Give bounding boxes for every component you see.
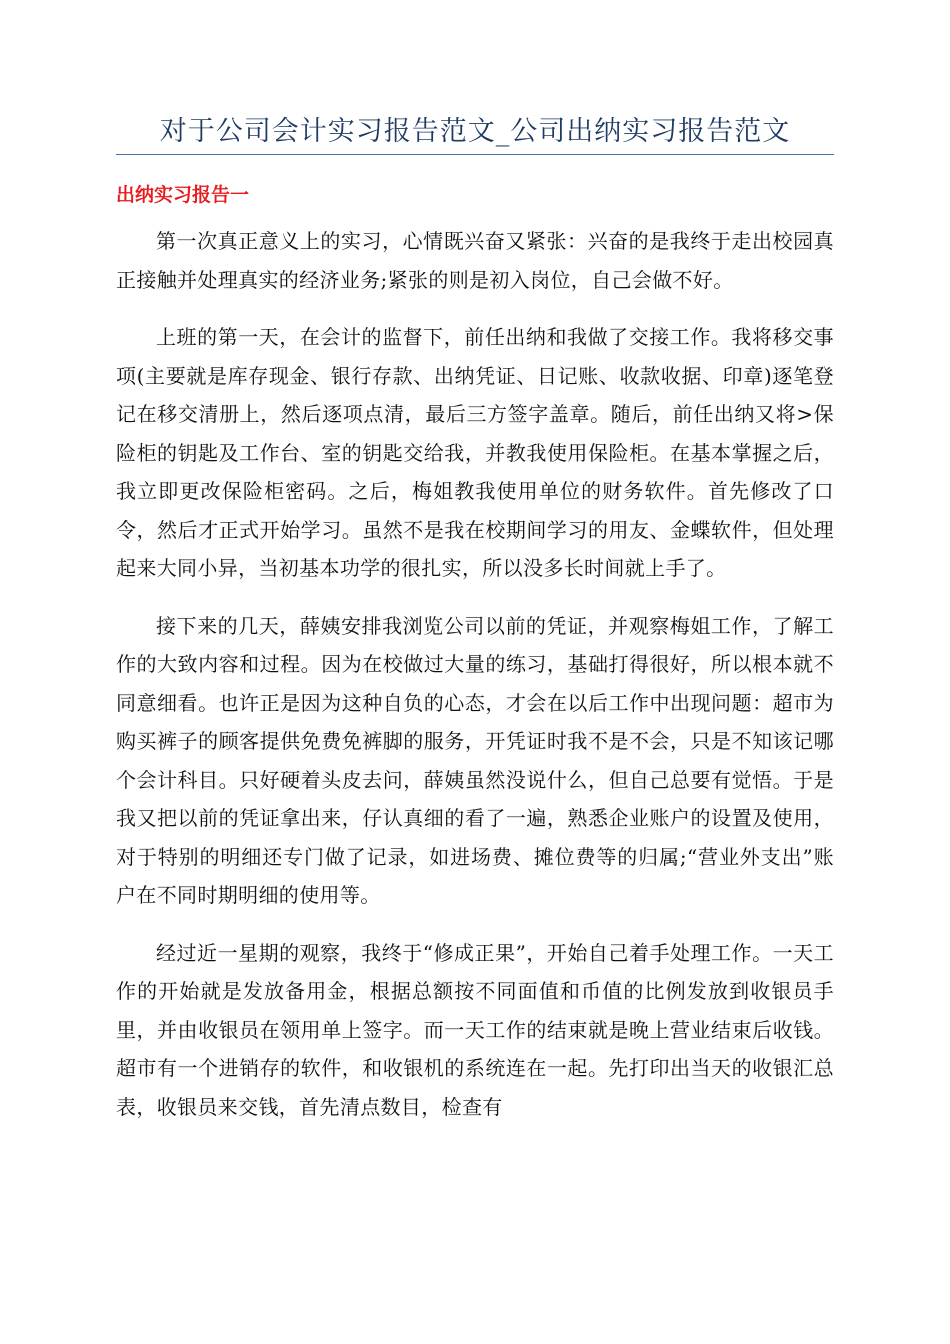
paragraph-2: 上班的第一天，在会计的监督下，前任出纳和我做了交接工作。我将移交事项(主要就是库存现金、银行存款、出纳凭证、日记账、收款收据、印章)逐笔登记在移交清册上，然后逐项点清，最后三方签字盖章。随后，前任出纳又将>保险柜的钥匙及工作台、室的钥匙交给我，并教我使用保险柜。在基本掌握之后，我立即更改保险柜密码。之后，梅姐教我使用单位的财务软件。首先修改了口令，然后才正式开始学习。虽然不是我在校期间学习的用友、金蝶软件，但处理起来大同小异，当初基本功学的很扎实，所以没多长时间就上手了。: [116, 325, 834, 580]
paragraph-3: 接下来的几天，薛姨安排我浏览公司以前的凭证，并观察梅姐工作，了解工作的大致内容和过程。因为在校做过大量的练习，基础打得很好，所以根本就不同意细看。也许正是因为这种自负的心态，才会在以后工作中出现问题：超市为购买裤子的顾客提供免费免裤脚的服务，开凭证时我不是不会，只是不知该记哪个会计科目。只好硬着头皮去问，薛姨虽然没说什么，但自己总要有觉悟。于是我又把以前的凭证拿出来，仔认真细的看了一遍，熟悉企业账户的设置及使用，对于特别的明细还专门做了记录，如进场费、摊位费等的归属;“营业外支出”账户在不同时期明细的使用等。: [116, 613, 834, 907]
document-body: [116, 222, 834, 1145]
title-underline: [116, 154, 834, 155]
section-heading: 出纳实习报告一: [116, 184, 250, 206]
paragraph-4: 经过近一星期的观察，我终于“修成正果”，开始自己着手处理工作。一天工作的开始就是发放备用金，根据总额按不同面值和币值的比例发放到收银员手里，并由收银员在领用单上签字。而一天工作的结束就是晚上营业结束后收钱。超市有一个进销存的软件，和收银机的系统连在一起。先打印出当天的收银汇总表，收银员来交钱，首先清点数目，检查有: [116, 940, 834, 1119]
document-title: 对于公司会计实习报告范文_公司出纳实习报告范文: [159, 116, 791, 147]
paragraph-1: 第一次真正意义上的实习，心情既兴奋又紧张：兴奋的是我终于走出校园真正接触并处理真实的经济业务;紧张的则是初入岗位，自己会做不好。: [116, 229, 834, 292]
